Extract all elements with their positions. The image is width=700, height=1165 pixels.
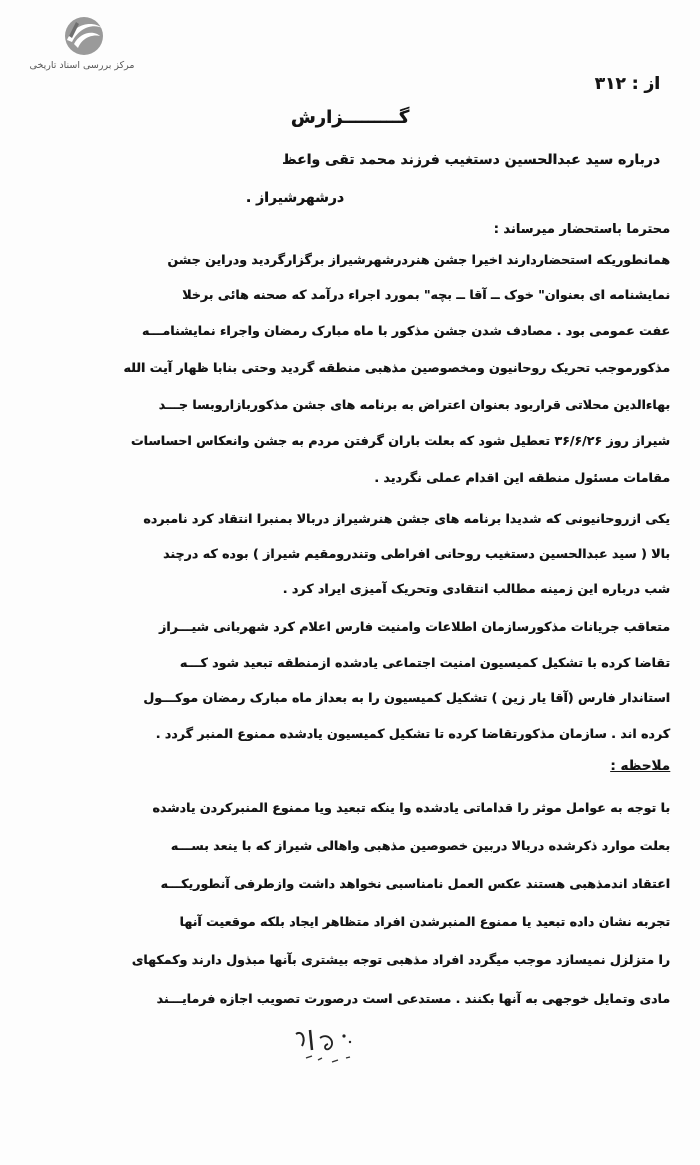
- remark-heading: ملاحظه :: [610, 758, 670, 774]
- remark-line: اعتقاد اندمذهبی هستند عکس العمل نامناسبی نخواهد داشت وازطرفی آنطوریکـــه: [160, 876, 670, 891]
- body-line: کرده اند . سازمان مذکورتقاضا کرده تا تشکیل کمیسیون یادشده ممنوع المنبر گردد .: [155, 726, 670, 741]
- body-line: تقاضا کرده با تشکیل کمیسیون امنیت اجتماعی یادشده ازمنطقه تبعید شود کـــه: [179, 655, 670, 670]
- archive-name: مرکز بررسی اسناد تاریخی: [29, 60, 135, 71]
- signature-mark: [288, 1024, 368, 1068]
- subject-line-2: درشهرشیراز .: [245, 190, 344, 206]
- archive-logo: [22, 14, 142, 76]
- salutation: محترما باستحضار میرساند :: [493, 222, 670, 237]
- body-line: بهاءالدین محلاتی قراربود بعنوان اعتراض به برنامه های جشن مذکوربازاروبسا جـــد: [158, 397, 670, 412]
- remark-line: با توجه به عوامل موثر را قداماتی یادشده وا ینکه تبعید ویا ممنوع المنبرکردن یادشده: [152, 800, 670, 815]
- body-line: نمایشنامه ای بعنوان" خوک ــ آقا ــ بچه" بمورد اجراء درآمد که صحنه هائی برخلا: [182, 287, 670, 302]
- remark-line: تجربه نشان داده تبعید یا ممنوع المنبرشدن افراد متظاهر ایجاد بلکه موقعیت آنها: [179, 914, 670, 929]
- remark-line: را متزلزل نمیسازد موجب میگردد افراد مذهبی توجه بیشتری بآنها مبذول دارند وکمکهای: [131, 952, 670, 967]
- body-line: مذکورموجب تحریک روحانیون ومخصوصین مذهبی منطقه گردید وحتی بنابا ظهار آیت الله: [123, 360, 670, 375]
- body-line: مقامات مسئول منطقه این اقدام عملی نگردید .: [374, 470, 670, 485]
- body-line: شیراز روز ۳۶/۶/۲۶ تعطیل شود که بعلت باران گرفتن مردم به جشن وانعکاس احساسات: [130, 433, 670, 448]
- remark-line: مادی وتمایل خوجهی به آنها بکنند . مستدعی است درصورت تصویب اجازه فرمایـــند: [156, 991, 670, 1006]
- archive-emblem-icon: [60, 14, 108, 58]
- body-line: بالا ( سید عبدالحسین دستغیب روحانی افراطی وتندرومقیم شیراز ) بوده که درچند: [163, 546, 670, 561]
- remark-line: بعلت موارد ذکرشده دربالا دربین خصوصین مذهبی واهالی شیراز که با ینعد بســـه: [170, 838, 670, 853]
- report-title: گـــــــــزارش: [290, 107, 410, 128]
- body-line: یکی ازروحانیونی که شدیدا برنامه های جشن هنرشیراز دربالا بمنبرا انتقاد کرد نامبرده: [143, 511, 670, 526]
- page-reference: از : ۳۱۲: [594, 74, 660, 94]
- subject-line-1: درباره سید عبدالحسین دستغیب فرزند محمد تقی واعظ: [281, 152, 660, 168]
- body-line: متعاقب جریانات مذکورسازمان اطلاعات وامنیت فارس اعلام کرد شهربانی شیـــراز: [159, 619, 670, 634]
- body-line: عفت عمومی بود . مصادف شدن جشن مذکور با ماه مبارک رمضان واجراء نمایشنامـــه: [141, 323, 670, 338]
- body-line: همانطوریکه استحضاردارند اخیرا جشن هنردرشهرشیراز برگزارگردید ودراین جشن: [167, 252, 670, 267]
- body-line: استاندار فارس (آقا یار زین ) تشکیل کمیسیون را به بعداز ماه مبارک رمضان موکـــول: [143, 690, 670, 705]
- body-line: شب درباره این زمینه مطالب انتقادی وتحریک آمیزی ایراد کرد .: [282, 581, 670, 596]
